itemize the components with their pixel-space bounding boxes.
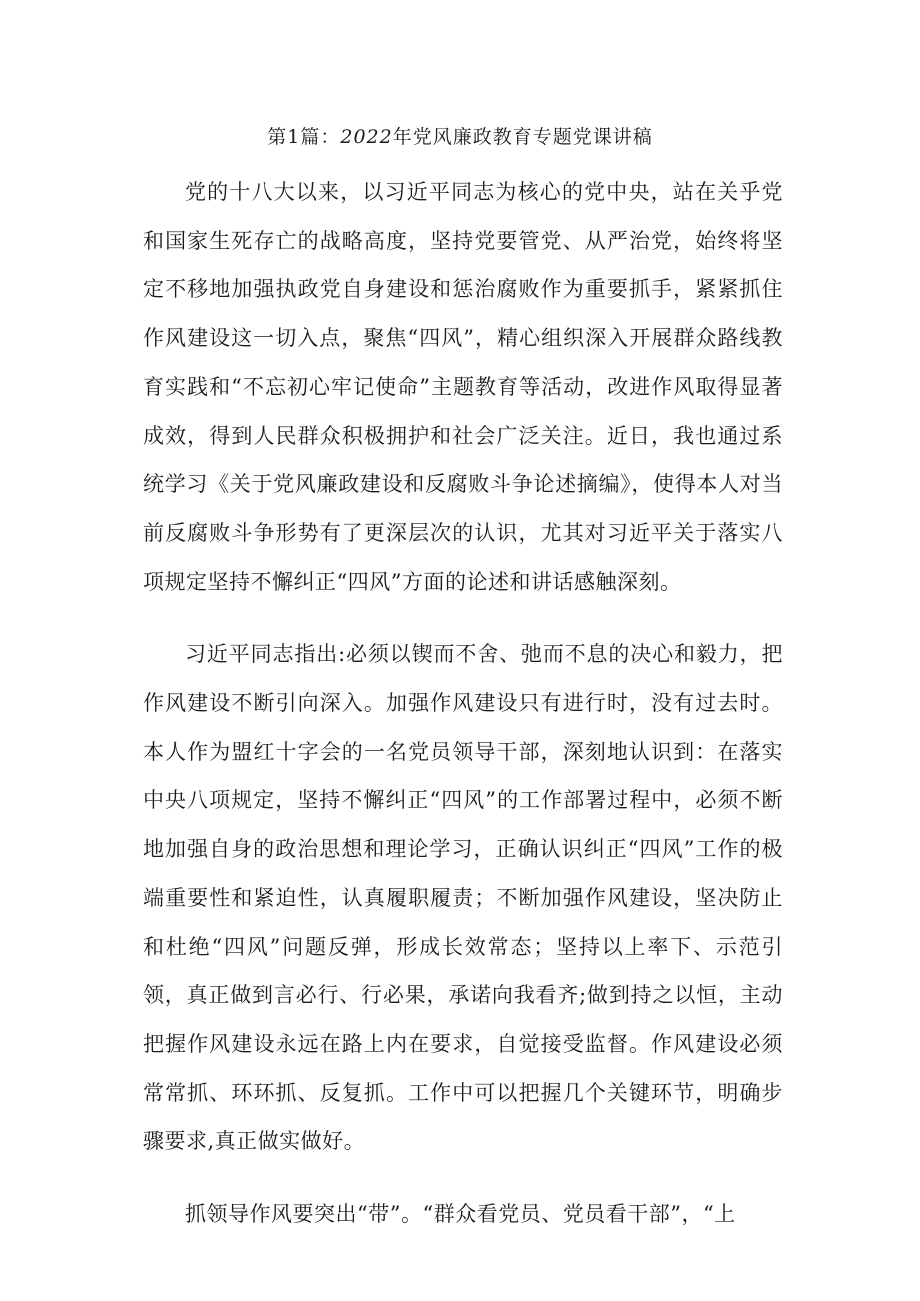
paragraph-1: 党的十八大以来，以习近平同志为核心的党中央，站在关乎党和国家生死存亡的战略高度，坚持党要管党、从严治党，始终将坚定不移地加强执政党自身建设和惩治腐败作为重要抓手，紧紧抓住作风建设这一切入点，聚焦“四风”，精心组织深入开展群众路线教育实践和“不忘初心牢记使命”主题教育等活动，改进作风取得显著成效，得到人民群众积极拥护和社会广泛关注。近日，我也通过系统学习《关于党风廉政建设和反腐败斗争论述摘编》，使得本人对当前反腐败斗争形势有了更深层次的认识，尤其对习近平关于落实八项规定坚持不懈纠正“四风”方面的论述和讲话感触深刻。 [143, 180, 783, 594]
title-year: 2022 [340, 126, 393, 148]
page-title [0, 122, 920, 152]
paragraph-2: 习近平同志指出:必须以锲而不舍、弛而不息的决心和毅力，把作风建设不断引向深入。加强作风建设只有进行时，没有过去时。本人作为盟红十字会的一名党员领导干部，深刻地认识到：在落实中央八项规定，坚持不懈纠正“四风”的工作部署过程中，必须不断地加强自身的政治思想和理论学习，正确认识纠正“四风”工作的极端重要性和紧迫性，认真履职履责；不断加强作风建设，坚决防止和杜绝“四风”问题反弹，形成长效常态；坚持以上率下、示范引领，真正做到言必行、行必果，承诺向我看齐;做到持之以恒，主动把握作风建设永远在路上内在要求，自觉接受监督。作风建设必须常常抓、环环抓、反复抓。工作中可以把握几个关键环节，明确步骤要求,真正做实做好。 [143, 642, 783, 1154]
paragraph-3: 抓领导作风要突出“带”。“群众看党员、党员看干部”，“上 [185, 1202, 736, 1227]
document-body [143, 168, 783, 1239]
title-text: 年党风廉政教育专题党课讲稿 [392, 126, 653, 148]
title-prefix: 第1篇： [267, 126, 341, 148]
